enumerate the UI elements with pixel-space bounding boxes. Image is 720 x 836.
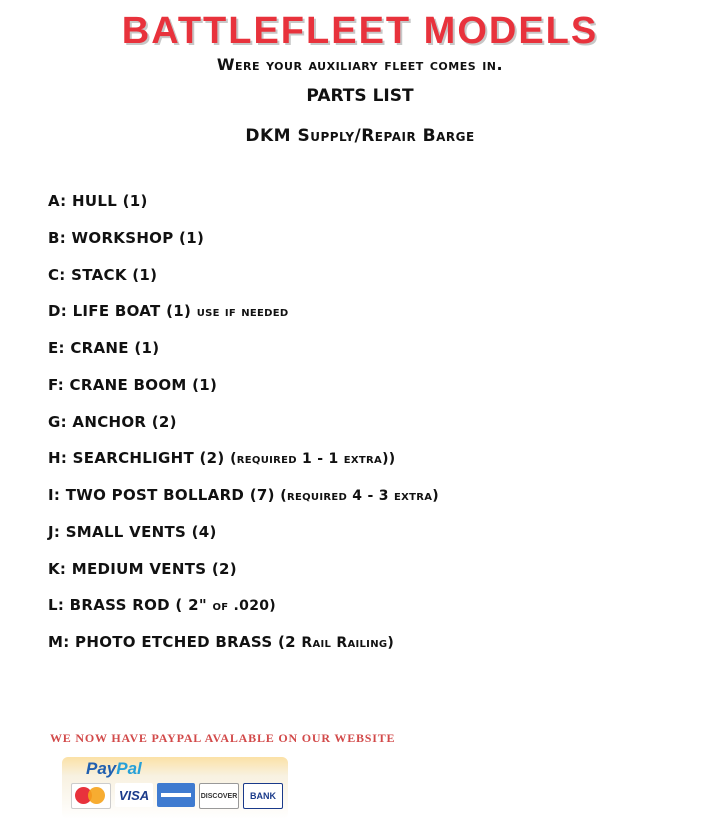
model-subtitle: DKM Supply/Repair Barge <box>245 126 475 146</box>
payment-cards <box>71 783 287 809</box>
part-label: M: PHOTO ETCHED BRASS (2 <box>48 633 302 651</box>
part-item <box>48 301 439 338</box>
part-item <box>48 448 439 485</box>
part-label: D: LIFE BOAT (1) <box>48 302 197 321</box>
mastercard-circle-orange <box>88 787 105 804</box>
part-note: use if needed <box>196 304 289 321</box>
paypal-logo <box>86 759 142 779</box>
part-label: K: MEDIUM VENTS (2) <box>48 559 237 578</box>
part-note: Rail Railing) <box>301 635 395 651</box>
part-note: (required 1 - 1 extra)) <box>230 451 396 468</box>
part-label: B: WORKSHOP (1) <box>48 228 205 247</box>
part-item <box>48 338 439 375</box>
part-item <box>48 375 439 412</box>
paypal-badge[interactable] <box>62 757 288 819</box>
part-item <box>48 632 439 669</box>
tagline: Were your auxiliary fleet comes in. <box>216 55 504 74</box>
part-item <box>48 595 439 632</box>
part-label: C: STACK (1) <box>48 265 158 284</box>
mastercard-icon <box>71 783 111 809</box>
part-item <box>48 522 439 559</box>
part-label: A: HULL (1) <box>48 192 148 210</box>
part-item <box>48 191 439 228</box>
part-label: F: CRANE BOOM (1) <box>48 375 218 394</box>
discover-icon: DISCOVER <box>199 783 239 809</box>
parts-list-title: PARTS LIST <box>306 86 414 106</box>
part-item <box>48 228 439 265</box>
visa-icon: VISA <box>115 783 153 807</box>
paypal-logo-pay: Pay <box>86 759 117 778</box>
parts-list <box>48 191 439 669</box>
part-note: (required 4 - 3 extra) <box>280 488 439 504</box>
paypal-notice: WE NOW HAVE PAYPAL AVALABLE ON OUR WEBSITE <box>50 731 396 745</box>
part-note: of .020) <box>212 598 276 615</box>
part-label: E: CRANE (1) <box>48 339 160 357</box>
part-item <box>48 265 439 302</box>
part-item <box>48 412 439 449</box>
amex-icon <box>157 783 195 807</box>
part-label: G: ANCHOR (2) <box>48 412 177 431</box>
part-item <box>48 559 439 596</box>
part-label: L: BRASS ROD ( 2" <box>48 596 213 615</box>
part-label: I: TWO POST BOLLARD (7) <box>48 486 281 504</box>
paypal-logo-pal: Pal <box>116 759 142 778</box>
bank-icon: BANK <box>243 783 283 809</box>
brand-title: BATTLEFLEET MODELS <box>121 10 599 52</box>
part-label: J: SMALL VENTS (4) <box>48 522 217 541</box>
part-label: H: SEARCHLIGHT (2) <box>48 449 231 468</box>
part-item <box>48 485 439 522</box>
